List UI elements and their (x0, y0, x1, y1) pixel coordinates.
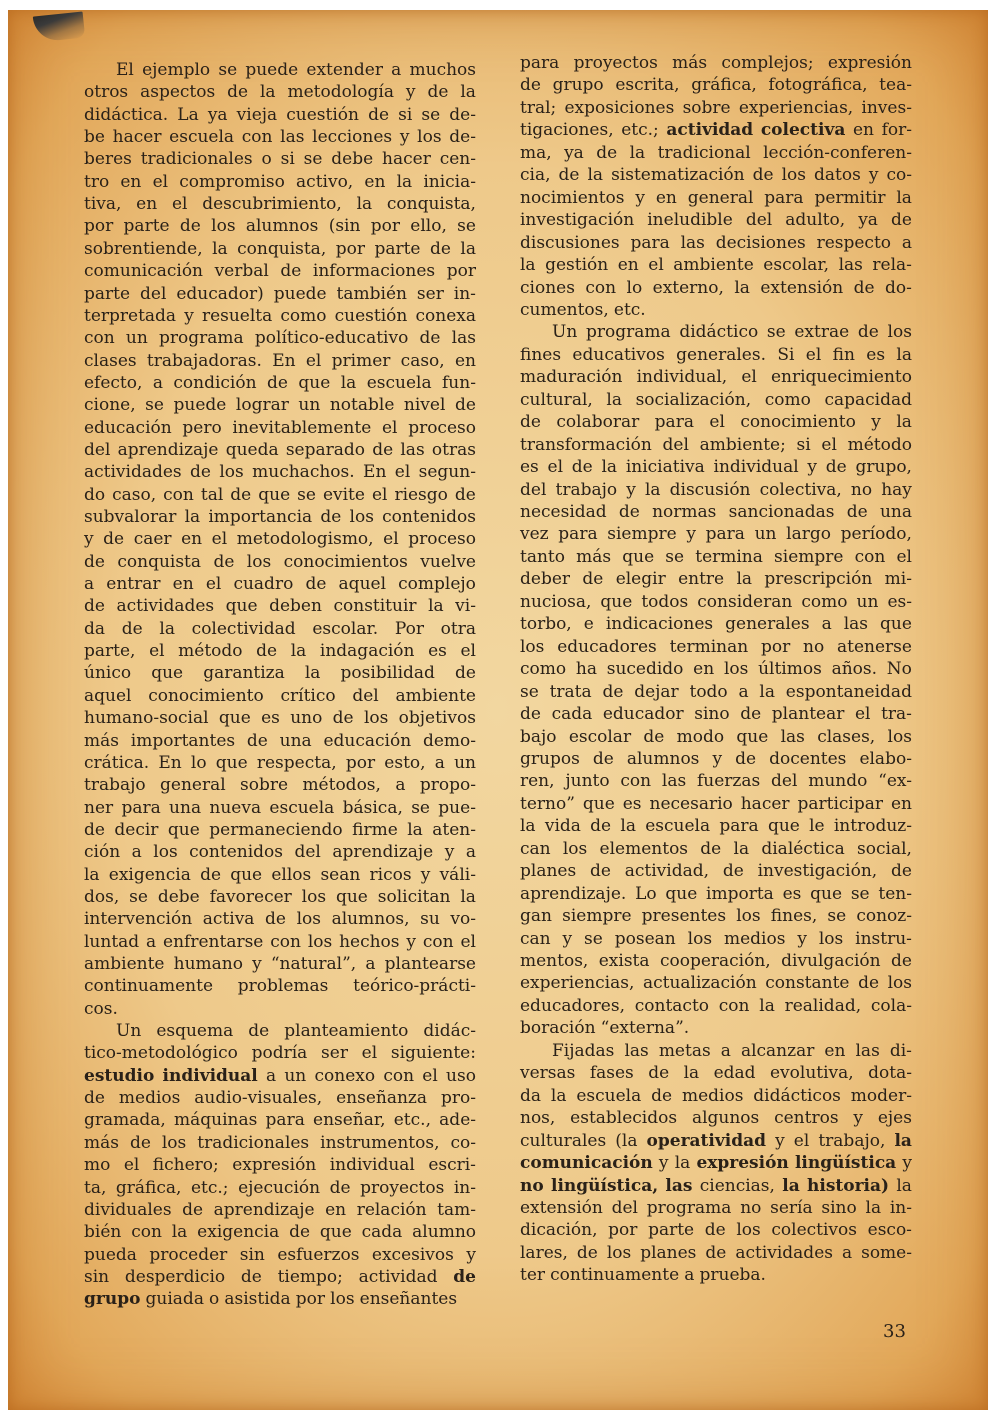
text-line: culturales (la operatividad y el trabajo, la (520, 1130, 912, 1151)
text-line: del aprendizaje queda separado de las otras (84, 439, 476, 460)
text-line: El ejemplo se puede extender a muchos (116, 60, 476, 80)
text-line: ta, gráfica, etc.; ejecución de proyectos in- (84, 1177, 476, 1198)
text-line: ren, junto con las fuerzas del mundo “ex- (520, 771, 912, 792)
text-line: sin desperdicio de tiempo; actividad de (84, 1266, 476, 1287)
text-line: ter continuamente a prueba. (520, 1265, 766, 1286)
text-line: da de la colectividad escolar. Por otra (84, 618, 476, 639)
text-line: tico-metodológico podría ser el siguiente: (84, 1043, 476, 1064)
text-line: los educadores terminan por no atenerse (520, 636, 912, 657)
text-line: de decir que permaneciendo firme la aten- (84, 819, 476, 840)
text-line: de colaborar para el conocimiento y la (520, 412, 912, 433)
text-line: maduración individual, el enriquecimiento (520, 367, 912, 388)
text-line: efecto, a condición de que la escuela fun- (84, 372, 476, 393)
text-line: más de los tradicionales instrumentos, co- (84, 1132, 476, 1153)
text-line: Fijadas las metas a alcanzar en las di- (552, 1040, 912, 1061)
text-line: terpretada y resuelta como cuestión conexa (84, 305, 476, 326)
text-line: gan siempre presentes los fines, se conoz- (520, 906, 912, 927)
text-line: discusiones para las decisiones respecto a (520, 232, 912, 253)
text-line: do caso, con tal de que se evite el riesgo de (84, 484, 476, 505)
text-line: dicación, por parte de los colectivos esco- (520, 1220, 912, 1241)
text-line: dos, se debe favorecer los que solicitan la (84, 886, 476, 907)
text-line: es el de la iniciativa individual y de grupo, (520, 457, 912, 478)
text-line: parte del educador) puede también ser in- (84, 283, 476, 304)
text-line: tiva, en el descubrimiento, la conquista, (84, 194, 476, 215)
text-line: nocimientos y en general para permitir la (520, 187, 912, 208)
text-line: cumentos, etc. (520, 299, 646, 320)
text-line: terno” que es necesario hacer participar en (520, 793, 912, 814)
text-line: la vida de la escuela para que le introduz- (520, 816, 912, 837)
text-line: comunicación y la expresión lingüística y (520, 1153, 912, 1174)
text-line: tanto más que se termina siempre con el (520, 546, 912, 567)
text-line: se trata de dejar todo a la espontaneidad (520, 681, 912, 702)
ink-smudge-mark (33, 11, 85, 42)
text-line: luntad a enfrentarse con los hechos y con el (84, 931, 476, 952)
text-line: sobrentiende, la conquista, por parte de la (84, 238, 476, 259)
text-line: comunicación verbal de informaciones por (84, 261, 476, 282)
text-line: fines educativos generales. Si el fin es la (520, 344, 912, 365)
scanned-page (8, 10, 988, 1410)
text-line: grupo guiada o asistida por los enseñantes (84, 1289, 458, 1310)
text-line: para proyectos más complejos; expresión (520, 53, 912, 73)
text-line: torbo, e indicaciones generales a las que (520, 614, 912, 635)
text-line: con un programa político-educativo de las (84, 328, 476, 349)
text-line: investigación ineludible del adulto, ya de (520, 210, 912, 231)
text-line: cione, se puede lograr un notable nivel de (84, 395, 476, 416)
text-line: necesidad de normas sancionadas de una (520, 502, 912, 522)
text-line: trabajo general sobre métodos, a propo- (84, 775, 476, 796)
text-line: pueda proceder sin esfuerzos excesivos y (84, 1244, 476, 1265)
text-line: ma, ya de la tradicional lección-conferen- (520, 142, 912, 163)
text-line: bajo escolar de modo que las clases, los (520, 726, 912, 747)
text-line: ciones con lo externo, la extensión de do- (520, 277, 912, 298)
text-line: tral; exposiciones sobre experiencias, inves- (520, 97, 912, 118)
text-line: actividades de los muchachos. En el segun- (84, 462, 476, 483)
text-line: extensión del programa no sería sino la in- (520, 1197, 912, 1218)
text-line: la exigencia de que ellos sean ricos y váli- (84, 864, 476, 885)
text-line: ambiente humano y “natural”, a plantearse (84, 954, 476, 974)
text-line: de medios audio-visuales, enseñanza pro- (84, 1088, 476, 1109)
text-line: bién con la exigencia de que cada alumno (84, 1222, 476, 1243)
text-line: be hacer escuela con las lecciones y los de- (84, 127, 476, 148)
text-line: intervención activa de los alumnos, su vo- (84, 909, 476, 930)
text-line: la gestión en el ambiente escolar, las rela- (520, 255, 912, 276)
text-line: grupos de alumnos y de docentes elabo- (520, 748, 912, 769)
text-line: de actividades que deben constituir la vi- (84, 596, 476, 617)
text-line: humano-social que es uno de los objetivos (84, 708, 476, 729)
text-line: cia, de la sistematización de los datos y co- (520, 165, 912, 186)
text-line: cos. (84, 998, 118, 1019)
text-line: otros aspectos de la metodología y de la (84, 82, 476, 103)
text-line: lares, de los planes de actividades a some- (520, 1242, 912, 1263)
text-line: mo el fichero; expresión individual escri- (84, 1155, 476, 1176)
text-line: vez para siempre y para un largo período, (520, 524, 912, 545)
text-line: educadores, contacto con la realidad, cola- (520, 995, 912, 1016)
text-line: Un programa didáctico se extrae de los (552, 322, 912, 343)
text-line: beres tradicionales o si se debe hacer cen- (84, 149, 476, 170)
text-line: subvalorar la importancia de los contenidos (84, 507, 476, 527)
text-line: cultural, la socialización, como capacidad (520, 389, 912, 410)
text-line: ción a los contenidos del aprendizaje y a (84, 842, 476, 863)
text-line: de cada educador sino de plantear el tra- (520, 704, 912, 725)
text-line: deber de elegir entre la prescripción mi- (520, 569, 912, 590)
text-line: único que garantiza la posibilidad de (84, 663, 476, 684)
page-number: 33 (883, 1321, 906, 1342)
text-line: ner para una nueva escuela básica, se pue- (84, 797, 476, 818)
text-line: de conquista de los conocimientos vuelve (84, 551, 476, 572)
text-line: can y se posean los medios y los instru- (520, 928, 912, 949)
text-line: por parte de los alumnos (sin por ello, se (84, 216, 476, 237)
text-line: can los elementos de la dialéctica social, (520, 838, 912, 859)
text-line: boración “externa”. (520, 1018, 690, 1039)
text-line: de grupo escrita, gráfica, fotográfica, tea- (520, 75, 912, 96)
text-line: gramada, máquinas para enseñar, etc., ade- (84, 1110, 476, 1131)
text-line: parte, el método de la indagación es el (84, 641, 476, 662)
text-line: estudio individual a un conexo con el uso (84, 1065, 476, 1086)
text-line: a entrar en el cuadro de aquel complejo (84, 574, 476, 595)
text-line: no lingüística, las ciencias, la historia) la (520, 1175, 912, 1196)
text-line: como ha sucedido en los últimos años. No (520, 659, 912, 680)
text-line: nuciosa, que todos consideran como un es- (520, 591, 912, 612)
text-line: tigaciones, etc.; actividad colectiva en for- (520, 120, 912, 141)
text-line: educación pero inevitablemente el proceso (84, 417, 476, 438)
text-line: aquel conocimiento crítico del ambiente (84, 685, 476, 706)
text-line: clases trabajadoras. En el primer caso, en (84, 350, 476, 371)
text-line: transformación del ambiente; si el método (520, 434, 912, 455)
text-line: Un esquema de planteamiento didác- (116, 1021, 476, 1042)
text-line: más importantes de una educación demo- (84, 730, 476, 751)
text-line: didáctica. La ya vieja cuestión de si se de- (84, 104, 476, 125)
text-line: aprendizaje. Lo que importa es que se ten- (520, 883, 912, 904)
text-line: del trabajo y la discusión colectiva, no hay (520, 479, 912, 500)
text-line: y de caer en el metodologismo, el proceso (84, 529, 476, 550)
text-line: crática. En lo que respecta, por esto, a un (84, 752, 476, 773)
text-line: experiencias, actualización constante de los (520, 973, 912, 994)
text-line: nos, establecidos algunos centros y ejes (520, 1108, 912, 1129)
text-line: tro en el compromiso activo, en la inicia- (84, 171, 476, 192)
text-line: versas fases de la edad evolutiva, dota- (520, 1063, 912, 1084)
text-line: planes de actividad, de investigación, de (520, 861, 912, 882)
text-line: dividuales de aprendizaje en relación tam- (84, 1199, 476, 1220)
text-line: continuamente problemas teórico-prácti- (84, 976, 476, 997)
text-line: mentos, exista cooperación, divulgación de (520, 951, 912, 971)
text-line: da la escuela de medios didácticos moder- (520, 1085, 912, 1106)
